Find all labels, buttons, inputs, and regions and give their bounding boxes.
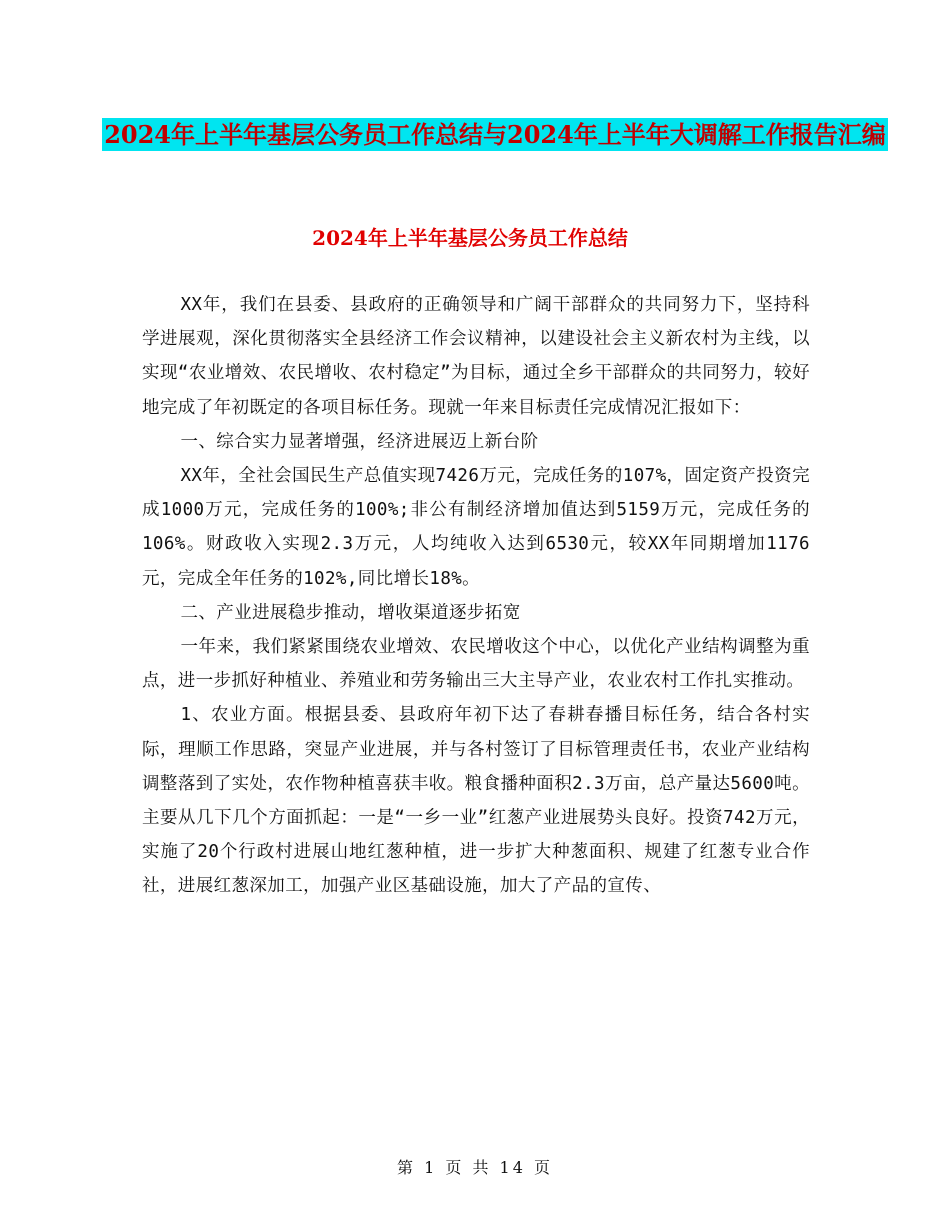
paragraph: XX年，全社会国民生产总值实现7426万元，完成任务的107%，固定资产投资完成1000万元，完成任务的100%;非公有制经济增加值达到5159万元，完成任务的106%。财政收入实现2.3万元，人均纯收入达到6530元，较XX年同期增加1176元，完成全年任务的102%,同比增长18%。 [142, 466, 810, 589]
section-title: 2024年上半年基层公务员工作总结 [312, 226, 628, 250]
paragraph: XX年，我们在县委、县政府的正确领导和广阔干部群众的共同努力下，坚持科学进展观，深化贯彻落实全县经济工作会议精神，以建设社会主义新农村为主线，以实现“农业增效、农民增收、农村稳定”为目标，通过全乡干部群众的共同努力，较好地完成了年初既定的各项目标任务。现就一年来目标责任完成情况汇报如下： [142, 295, 810, 418]
body-text [142, 288, 810, 904]
paragraph-heading: 二、产业进展稳步推动，增收渠道逐步拓宽 [180, 602, 521, 623]
page-footer: 第 1 页 共 14 页 [397, 1158, 553, 1177]
main-title [100, 112, 890, 158]
paragraph: 1、农业方面。根据县委、县政府年初下达了春耕春播目标任务，结合各村实际，理顺工作思路，突显产业进展，并与各村签订了目标管理责任书，农业产业结构调整落到了实处，农作物种植喜获丰收。粮食播种面积2.3万亩，总产量达5600吨。主要从几下几个方面抓起：一是“一乡一业”红葱产业进展势头良好。投资742万元，实施了20个行政村进展山地红葱种植，进一步扩大种葱面积、规建了红葱专业合作社，进展红葱深加工，加强产业区基础设施，加大了产品的宣传、 [142, 705, 810, 897]
main-title-text: 2024年上半年基层公务员工作总结与2024年上半年大调解工作报告汇编 [104, 120, 886, 149]
paragraph-heading: 一、综合实力显著增强，经济进展迈上新台阶 [180, 431, 539, 452]
paragraph: 一年来，我们紧紧围绕农业增效、农民增收这个中心，以优化产业结构调整为重点，进一步抓好种植业、养殖业和劳务输出三大主导产业，农业农村工作扎实推动。 [142, 637, 810, 692]
